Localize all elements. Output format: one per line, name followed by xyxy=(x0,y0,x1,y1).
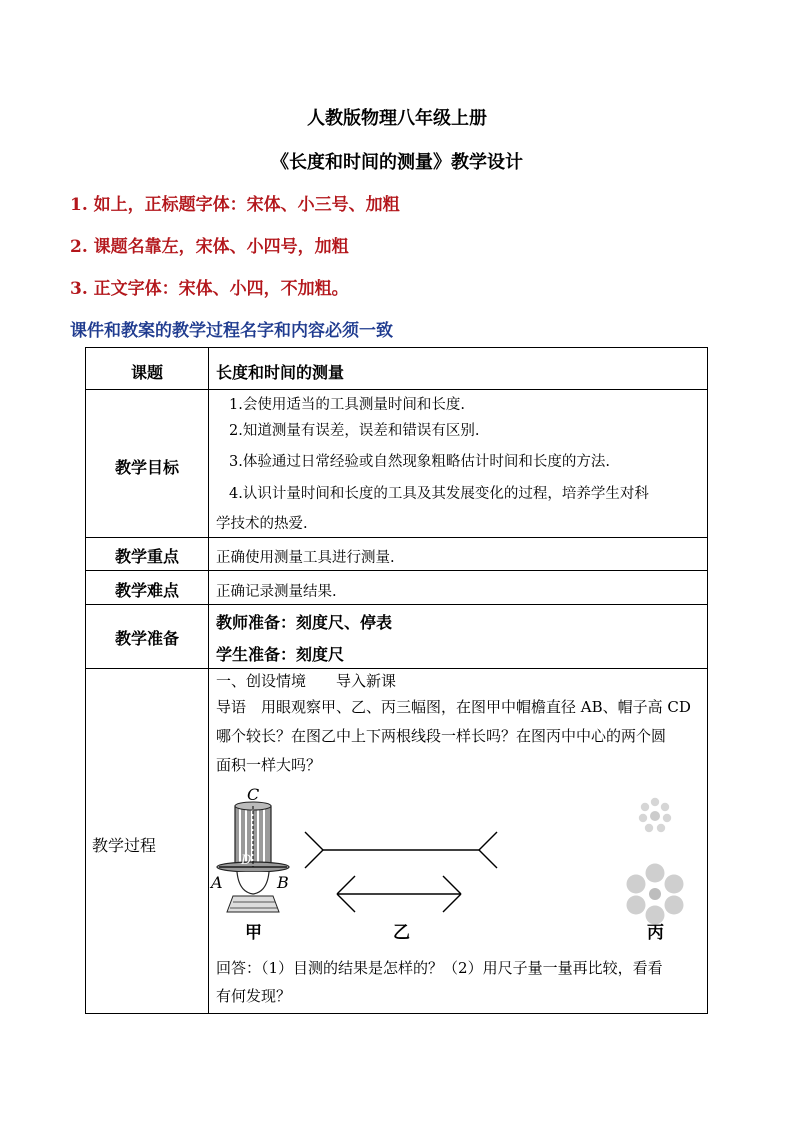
process-heading: 一、创设情境 导入新课 xyxy=(216,672,397,690)
illusion-figures xyxy=(209,780,707,950)
goal-item: 2.知道测量有误差，误差和错误有区别. xyxy=(229,423,480,439)
goal-item: 4.认识计量时间和长度的工具及其发展变化的过程，培养学生对科 xyxy=(229,486,649,502)
teacher-preparation: 教师准备：刻度尺、停表 xyxy=(216,613,393,632)
key-point-value: 正确使用测量工具进行测量. xyxy=(216,550,395,566)
ebbinghaus-figure xyxy=(627,798,684,925)
lesson-plan-table xyxy=(85,347,708,1014)
process-intro-line: 导语 用眼观察甲、乙、丙三幅图，在图甲中帽檐直径 AB、帽子高 CD xyxy=(216,698,691,716)
muller-lyer-figure xyxy=(305,832,497,912)
figure-1-caption: 甲 xyxy=(245,923,262,943)
topic-label: 课题 xyxy=(130,363,163,382)
document-subtitle: 《长度和时间的测量》教学设计 xyxy=(271,152,523,173)
point-c-label: C xyxy=(247,785,260,804)
table-row-divider xyxy=(86,604,707,605)
process-intro-line: 哪个较长？在图乙中上下两根线段一样长吗？在图丙中中心的两个圆 xyxy=(216,727,667,745)
key-point-label: 教学重点 xyxy=(114,547,179,566)
topic-value: 长度和时间的测量 xyxy=(216,363,345,382)
point-a-label: A xyxy=(211,873,223,892)
process-intro-line: 面积一样大吗？ xyxy=(216,756,322,774)
figure-3-caption: 丙 xyxy=(647,923,664,943)
table-row-divider xyxy=(86,389,707,390)
goal-item: 学技术的热爱. xyxy=(216,516,308,532)
difficulty-value: 正确记录测量结果. xyxy=(216,584,337,600)
process-answer-line: 回答：（1）目测的结果是怎样的？（2）用尺子量一量再比较，看看 xyxy=(216,959,663,977)
process-answer-line: 有何发现？ xyxy=(216,987,292,1005)
format-note-1: 1. 如上，正标题字体：宋体、小三号、加粗 xyxy=(70,195,400,215)
format-note-3: 3. 正文字体：宋体、小四，不加粗。 xyxy=(70,279,349,299)
document-title: 人教版物理八年级上册 xyxy=(307,108,487,129)
format-note-2: 2. 课题名靠左，宋体、小四号，加粗 xyxy=(70,237,349,257)
point-d-label: D xyxy=(241,853,252,868)
requirement-note: 课件和教案的教学过程名字和内容必须一致 xyxy=(70,321,393,341)
table-row-divider xyxy=(86,570,707,571)
goal-item: 1.会使用适当的工具测量时间和长度. xyxy=(229,397,465,413)
point-b-label: B xyxy=(277,873,289,892)
process-label: 教学过程 xyxy=(92,836,157,855)
goal-item: 3.体验通过日常经验或自然现象粗略估计时间和长度的方法. xyxy=(229,454,610,470)
table-row-divider xyxy=(86,537,707,538)
difficulty-label: 教学难点 xyxy=(114,581,179,600)
figure-2-caption: 乙 xyxy=(393,923,410,943)
student-preparation: 学生准备：刻度尺 xyxy=(216,645,345,664)
goals-label: 教学目标 xyxy=(114,458,179,477)
hat-figure xyxy=(209,785,289,943)
preparation-label: 教学准备 xyxy=(114,629,179,648)
